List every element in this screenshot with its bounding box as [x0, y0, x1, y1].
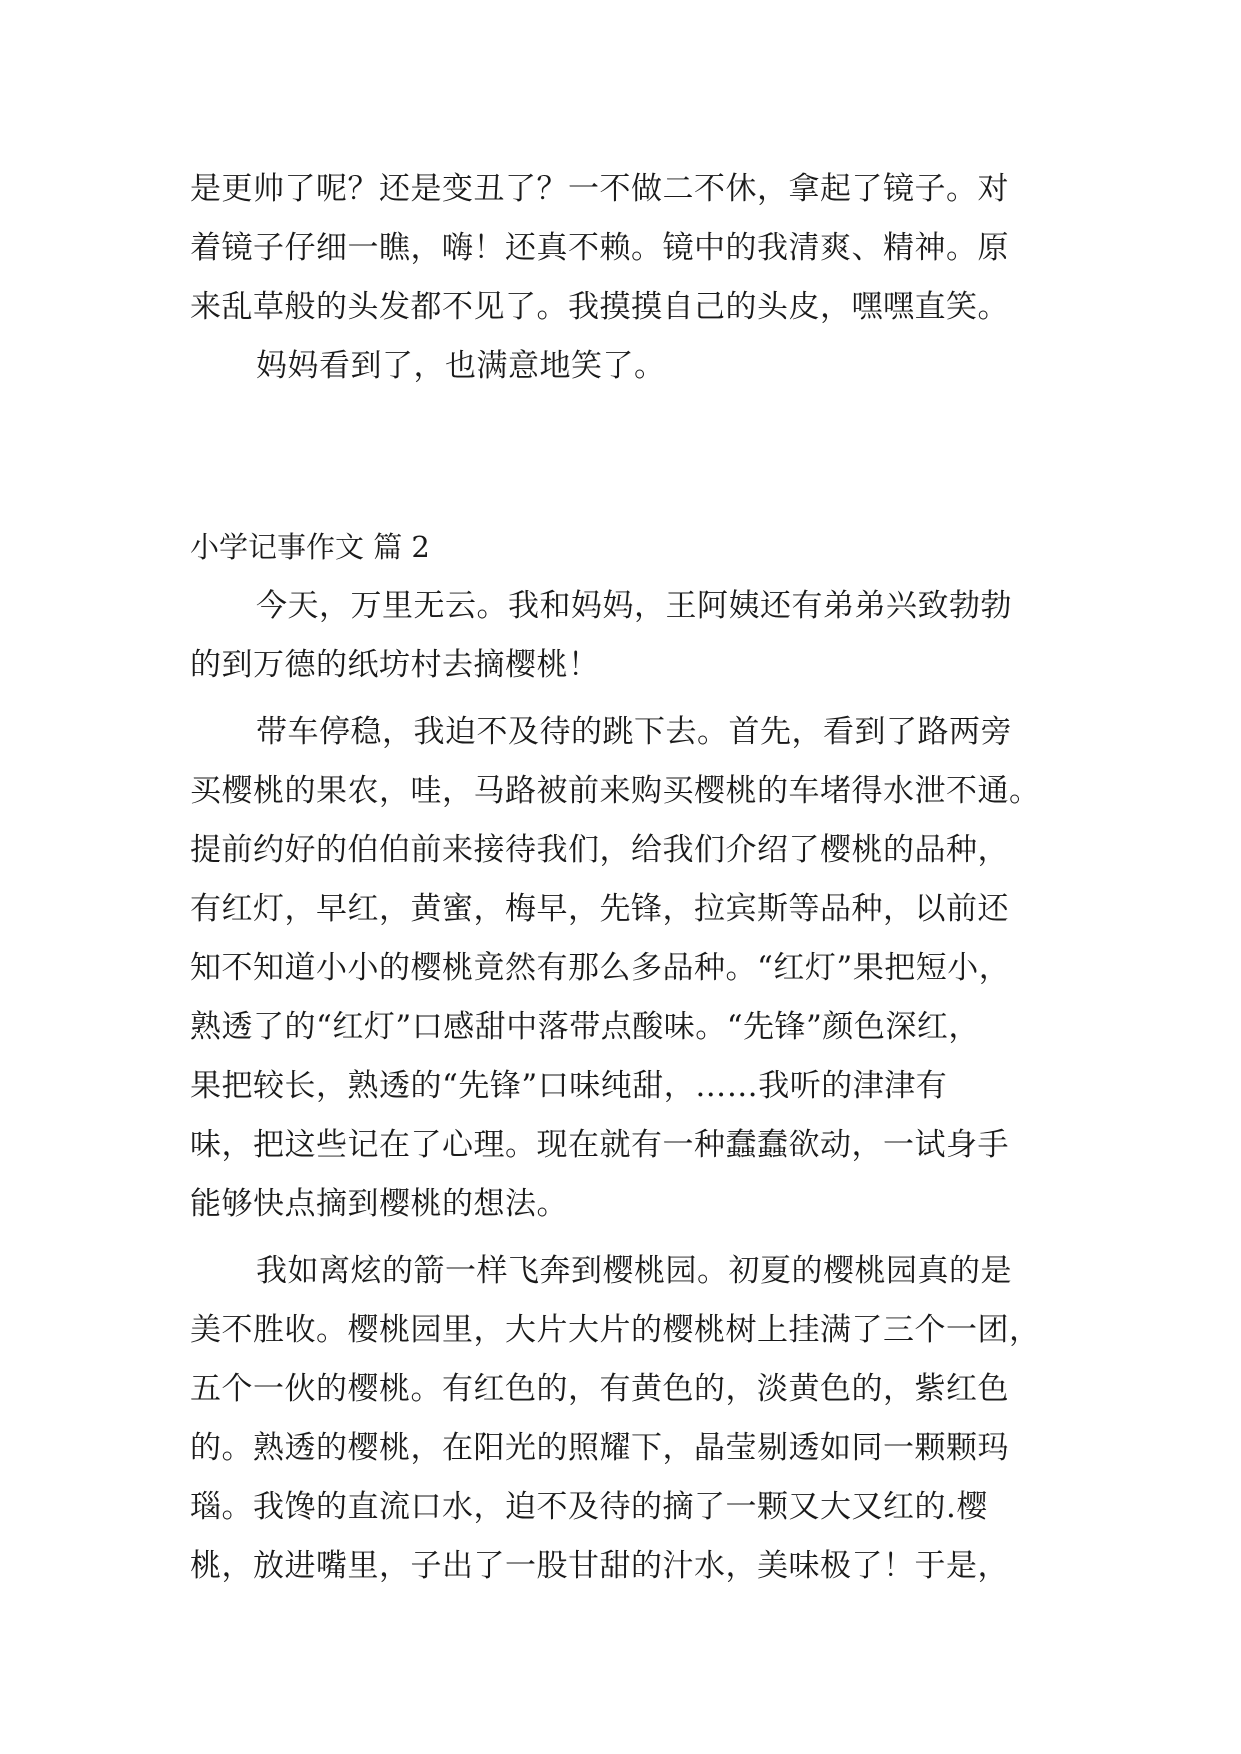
- section-title: 小学记事作文 篇 2: [190, 530, 430, 564]
- paragraph-mom: [190, 337, 1070, 396]
- text-line: 的到万德的纸坊村去摘樱桃！: [190, 647, 600, 683]
- text-line: 着镜子仔细一瞧，嗨！还真不赖。镜中的我清爽、精神。原: [190, 230, 1009, 266]
- paragraph-gap: [190, 695, 1070, 703]
- text-line: 的。熟透的樱桃，在阳光的照耀下，晶莹剔透如同一颗颗玛: [190, 1430, 1009, 1466]
- text-line: 熟透了的“红灯”口感甜中落带点酸味。“先锋”颜色深红，: [190, 1009, 980, 1045]
- paragraph-3: [190, 1242, 1070, 1596]
- text-line: 知不知道小小的樱桃竟然有那么多品种。“红灯”果把短小，: [190, 950, 1011, 986]
- text-line: 来乱草般的头发都不见了。我摸摸自己的头皮，嘿嘿直笑。: [190, 289, 1009, 325]
- text-line: 买樱桃的果农，哇，马路被前来购买樱桃的车堵得水泄不通。: [190, 773, 1041, 809]
- section-spacer: [190, 396, 1070, 506]
- text-line: 提前约好的伯伯前来接待我们，给我们介绍了樱桃的品种，: [190, 832, 1009, 868]
- text-line: 是更帅了呢？还是变丑了？一不做二不休，拿起了镜子。对: [190, 171, 1009, 207]
- paragraph-1: [190, 577, 1070, 695]
- text-line: 带车停稳，我迫不及待的跳下去。首先，看到了路两旁: [256, 714, 1012, 750]
- text-line: 有红灯，早红，黄蜜，梅早，先锋，拉宾斯等品种，以前还: [190, 891, 1009, 927]
- text-line: 味，把这些记在了心理。现在就有一种蠢蠢欲动，一试身手: [190, 1127, 1009, 1163]
- text-line: 美不胜收。樱桃园里，大片大片的樱桃树上挂满了三个一团，: [190, 1312, 1041, 1348]
- text-line: 果把较长，熟透的“先锋”口味纯甜，……我听的津津有: [190, 1068, 948, 1104]
- paragraph-gap: [190, 1234, 1070, 1242]
- paragraph-continuation: [190, 160, 1070, 337]
- text-line: 五个一伙的樱桃。有红色的，有黄色的，淡黄色的，紫红色: [190, 1371, 1009, 1407]
- text-line: 瑙。我馋的直流口水，迫不及待的摘了一颗又大又红的.樱: [190, 1489, 988, 1525]
- document-page: [190, 160, 1070, 1596]
- text-line: 能够快点摘到樱桃的想法。: [190, 1186, 568, 1222]
- paragraph-2: [190, 703, 1070, 1234]
- text-line: 今天，万里无云。我和妈妈，王阿姨还有弟弟兴致勃勃: [256, 588, 1012, 624]
- text-line: 桃，放进嘴里，子出了一股甘甜的汁水，美味极了！于是，: [190, 1548, 1009, 1584]
- text-line: 我如离炫的箭一样飞奔到樱桃园。初夏的樱桃园真的是: [256, 1253, 1012, 1289]
- text-line: 妈妈看到了，也满意地笑了。: [256, 348, 666, 384]
